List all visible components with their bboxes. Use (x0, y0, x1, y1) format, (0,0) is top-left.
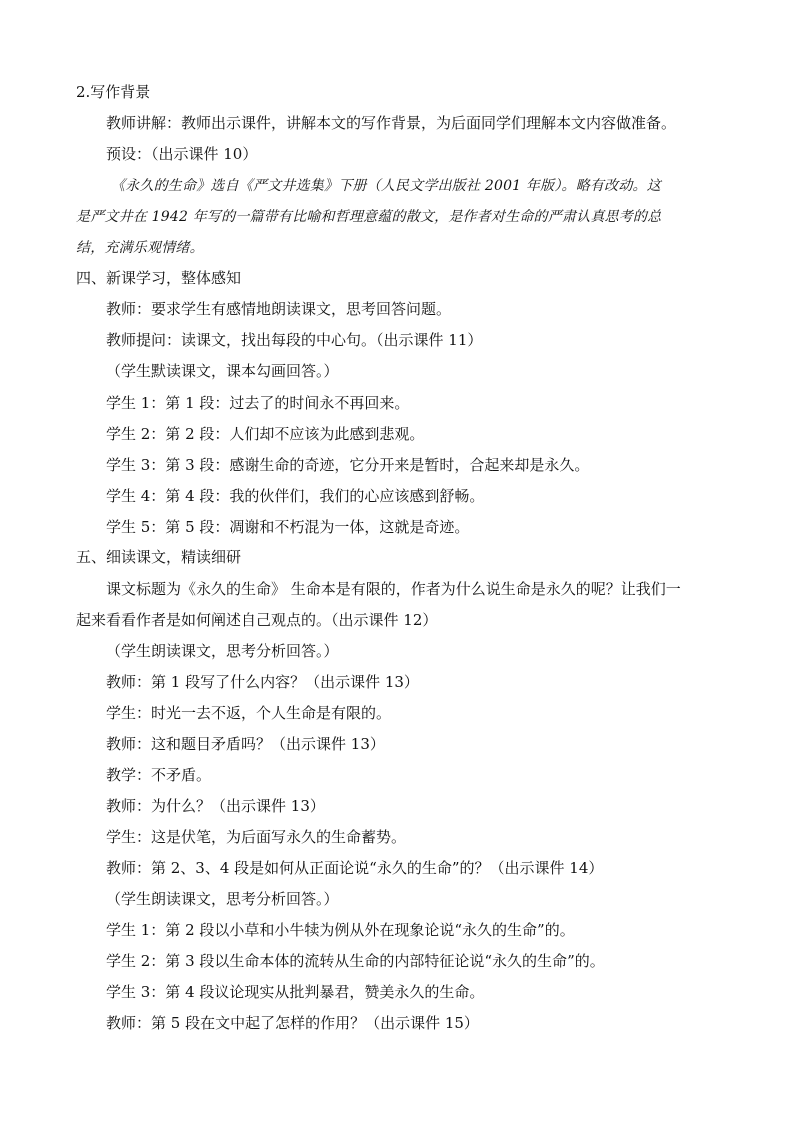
paragraph: 教师：为什么？（出示课件 13） (106, 797, 325, 815)
paragraph: 课文标题为《永久的生命》 生命本是有限的，作者为什么说生命是永久的呢？让我们一 (106, 580, 681, 598)
paragraph: 教师讲解：教师出示课件，讲解本文的写作背景，为后面同学们理解本文内容做准备。 (106, 114, 677, 132)
section-heading: 2.写作背景 (76, 83, 151, 101)
paragraph: 教师：第 1 段写了什么内容？（出示课件 13） (106, 673, 419, 691)
quote-line: 《永久的生命》选自《严文井选集》下册（人民文学出版社 2001 年版）。略有改动。这 (111, 178, 661, 194)
paragraph: 学生 1：第 2 段以小草和小牛犊为例从外在现象论说“永久的生命”的。 (106, 921, 575, 939)
paragraph: 学生 5：第 5 段：凋谢和不朽混为一体，这就是奇迹。 (106, 518, 470, 536)
paragraph: 学生 3：第 3 段：感谢生命的奇迹，它分开来是暂时，合起来却是永久。 (106, 456, 590, 474)
paragraph: 教师：第 5 段在文中起了怎样的作用？（出示课件 15） (106, 1014, 479, 1032)
paragraph: 教学：不矛盾。 (106, 766, 212, 784)
quote-line: 是严文井在 1942 年写的一篇带有比喻和哲理意蕴的散文，是作者对生命的严肃认真思考的总 (76, 209, 662, 225)
paragraph: 教师：第 2、3、4 段是如何从正面论说“永久的生命”的？（出示课件 14） (106, 859, 604, 877)
section-heading: 五、细读课文，精读细研 (76, 548, 242, 566)
paragraph: 教师提问：读课文，找出每段的中心句。（出示课件 11） (106, 331, 483, 349)
paragraph: 学生：这是伏笔，为后面写永久的生命蓄势。 (106, 828, 407, 846)
paragraph: 学生 3：第 4 段议论现实从批判暴君，赞美永久的生命。 (106, 983, 485, 1001)
paragraph: 学生：时光一去不返，个人生命是有限的。 (106, 704, 392, 722)
paragraph: 学生 1：第 1 段：过去了的时间永不再回来。 (106, 394, 410, 412)
paragraph: 教师：这和题目矛盾吗？（出示课件 13） (106, 735, 385, 753)
paragraph: （学生朗读课文，思考分析回答。） (106, 642, 339, 660)
paragraph: 学生 2：第 3 段以生命本体的流转从生命的内部特征论说“永久的生命”的。 (106, 952, 605, 970)
section-heading: 四、新课学习，整体感知 (76, 269, 242, 287)
paragraph: 学生 2：第 2 段：人们却不应该为此感到悲观。 (106, 425, 425, 443)
paragraph: 教师：要求学生有感情地朗读课文，思考回答问题。 (106, 300, 452, 318)
paragraph: （学生朗读课文，思考分析回答。） (106, 890, 339, 908)
quote-line: 结，充满乐观情绪。 (76, 240, 204, 256)
paragraph-continuation: 起来看看作者是如何阐述自己观点的。（出示课件 12） (76, 611, 438, 629)
paragraph: （学生默读课文，课本勾画回答。） (106, 362, 339, 380)
paragraph: 预设：（出示课件 10） (106, 145, 258, 163)
paragraph: 学生 4：第 4 段：我的伙伴们，我们的心应该感到舒畅。 (106, 487, 485, 505)
